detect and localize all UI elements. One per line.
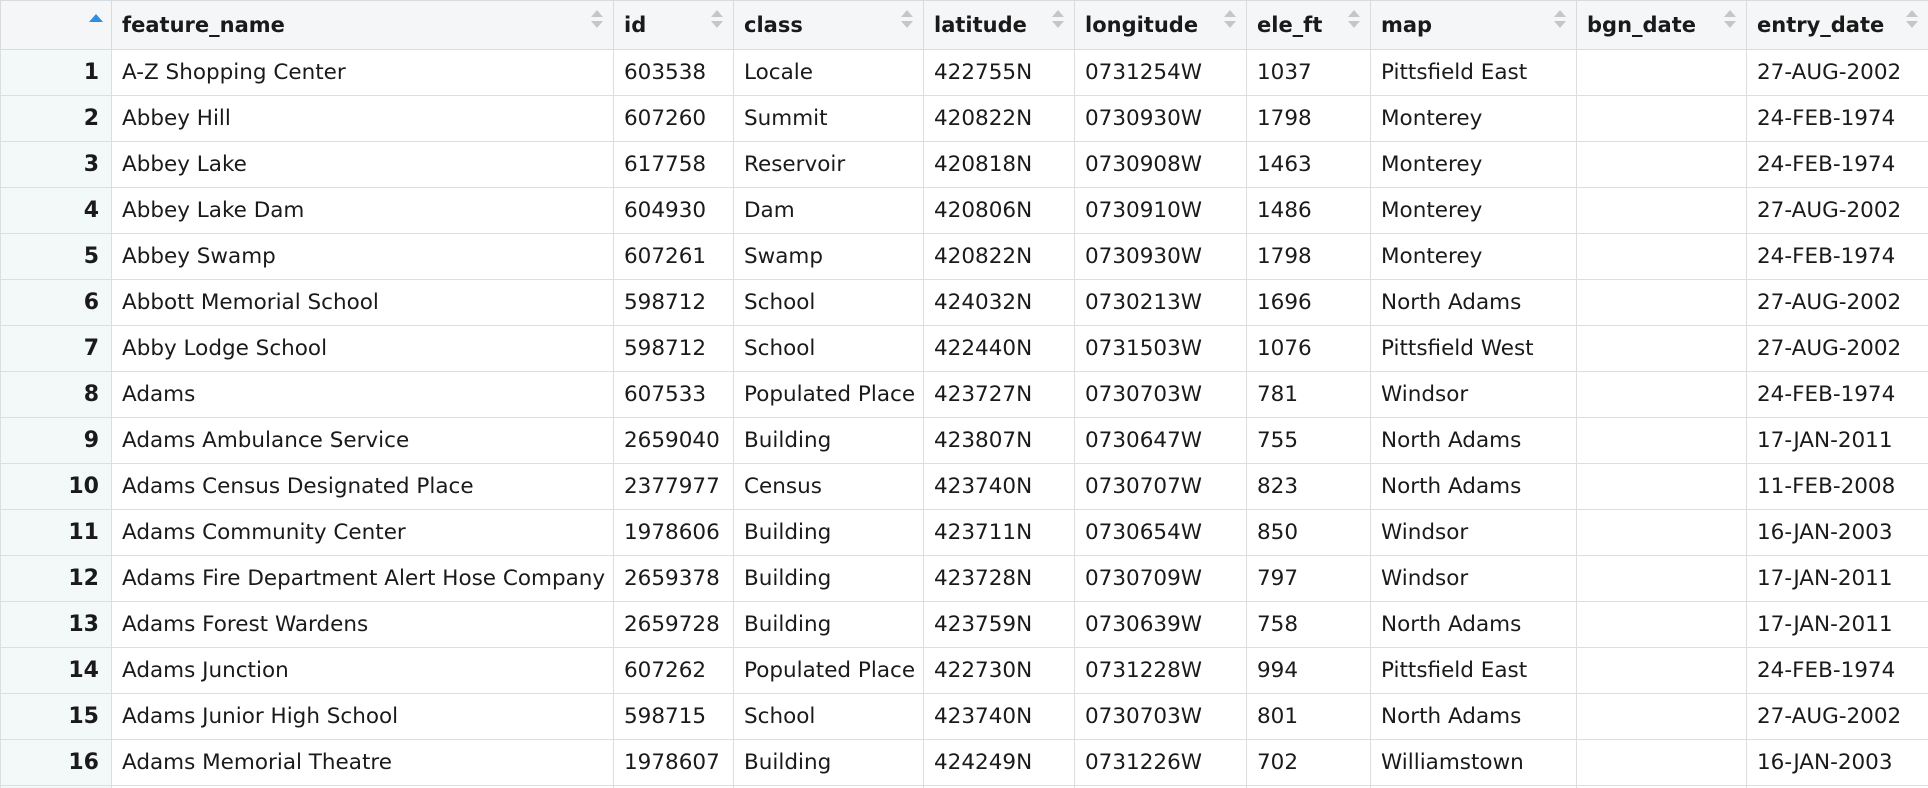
cell-bgn-date — [1577, 188, 1747, 234]
cell-longitude: 0730707W — [1075, 464, 1247, 510]
cell-longitude: 0730647W — [1075, 418, 1247, 464]
cell-id: 603538 — [614, 50, 734, 96]
cell-bgn-date — [1577, 372, 1747, 418]
cell-bgn-date — [1577, 96, 1747, 142]
column-header-latitude[interactable] — [924, 1, 1075, 50]
cell-entry-date: 17-JAN-2011 — [1747, 556, 1928, 602]
row-number-cell: 3 — [1, 142, 112, 188]
table-row[interactable] — [1, 372, 1928, 418]
cell-class: Building — [734, 418, 924, 464]
row-number-cell: 6 — [1, 280, 112, 326]
cell-ele-ft: 797 — [1247, 556, 1371, 602]
cell-feature-name: Adams Forest Wardens — [112, 602, 614, 648]
cell-feature-name: Adams — [112, 372, 614, 418]
sort-arrows-icon — [1554, 10, 1566, 30]
cell-class: Locale — [734, 50, 924, 96]
cell-longitude: 0731254W — [1075, 50, 1247, 96]
cell-id: 2659040 — [614, 418, 734, 464]
cell-ele-ft: 758 — [1247, 602, 1371, 648]
cell-entry-date: 24-FEB-1974 — [1747, 96, 1928, 142]
table-row[interactable] — [1, 280, 1928, 326]
row-number-cell: 15 — [1, 694, 112, 740]
cell-feature-name: Abbey Hill — [112, 96, 614, 142]
cell-entry-date: 17-JAN-2011 — [1747, 418, 1928, 464]
row-number-cell: 12 — [1, 556, 112, 602]
cell-entry-date: 11-FEB-2008 — [1747, 464, 1928, 510]
table-header — [1, 1, 1928, 50]
row-number-cell: 11 — [1, 510, 112, 556]
cell-map: North Adams — [1371, 418, 1577, 464]
cell-feature-name: Abbey Lake Dam — [112, 188, 614, 234]
cell-feature-name: A-Z Shopping Center — [112, 50, 614, 96]
row-number-header[interactable] — [1, 1, 112, 50]
cell-longitude: 0730639W — [1075, 602, 1247, 648]
row-number-cell: 5 — [1, 234, 112, 280]
cell-id: 598712 — [614, 326, 734, 372]
table-row[interactable] — [1, 96, 1928, 142]
cell-latitude: 423740N — [924, 464, 1075, 510]
cell-id: 2659728 — [614, 602, 734, 648]
table-row[interactable] — [1, 556, 1928, 602]
cell-latitude: 422440N — [924, 326, 1075, 372]
cell-class: School — [734, 694, 924, 740]
cell-latitude: 423727N — [924, 372, 1075, 418]
cell-entry-date: 24-FEB-1974 — [1747, 234, 1928, 280]
cell-map: Monterey — [1371, 188, 1577, 234]
cell-longitude: 0730703W — [1075, 372, 1247, 418]
sort-arrows-icon — [1906, 10, 1918, 30]
cell-latitude: 420822N — [924, 96, 1075, 142]
cell-ele-ft: 1696 — [1247, 280, 1371, 326]
cell-id: 598712 — [614, 280, 734, 326]
cell-longitude: 0731226W — [1075, 740, 1247, 786]
table-row[interactable] — [1, 188, 1928, 234]
row-number-cell: 2 — [1, 96, 112, 142]
cell-latitude: 422730N — [924, 648, 1075, 694]
column-header-label: ele_ft — [1257, 13, 1323, 37]
cell-entry-date: 16-JAN-2003 — [1747, 510, 1928, 556]
table-row[interactable] — [1, 418, 1928, 464]
cell-map: North Adams — [1371, 602, 1577, 648]
column-header-label: class — [744, 13, 803, 37]
cell-entry-date: 17-JAN-2011 — [1747, 602, 1928, 648]
row-number-cell: 13 — [1, 602, 112, 648]
cell-id: 607261 — [614, 234, 734, 280]
cell-bgn-date — [1577, 142, 1747, 188]
cell-entry-date: 27-AUG-2002 — [1747, 694, 1928, 740]
cell-ele-ft: 850 — [1247, 510, 1371, 556]
cell-latitude: 420822N — [924, 234, 1075, 280]
cell-longitude: 0730908W — [1075, 142, 1247, 188]
column-header-label: latitude — [934, 13, 1027, 37]
table-row[interactable] — [1, 142, 1928, 188]
cell-id: 604930 — [614, 188, 734, 234]
cell-bgn-date — [1577, 556, 1747, 602]
cell-id: 1978607 — [614, 740, 734, 786]
cell-map: North Adams — [1371, 464, 1577, 510]
cell-feature-name: Abby Lodge School — [112, 326, 614, 372]
cell-bgn-date — [1577, 234, 1747, 280]
cell-bgn-date — [1577, 326, 1747, 372]
cell-ele-ft: 702 — [1247, 740, 1371, 786]
cell-entry-date: 24-FEB-1974 — [1747, 372, 1928, 418]
cell-latitude: 423807N — [924, 418, 1075, 464]
cell-feature-name: Adams Ambulance Service — [112, 418, 614, 464]
cell-class: Building — [734, 602, 924, 648]
row-number-cell: 1 — [1, 50, 112, 96]
cell-bgn-date — [1577, 50, 1747, 96]
column-header-label: map — [1381, 13, 1433, 37]
column-header-entry-date[interactable] — [1747, 1, 1928, 50]
cell-bgn-date — [1577, 648, 1747, 694]
cell-ele-ft: 1037 — [1247, 50, 1371, 96]
cell-ele-ft: 755 — [1247, 418, 1371, 464]
row-number-cell: 4 — [1, 188, 112, 234]
cell-map: North Adams — [1371, 280, 1577, 326]
cell-map: Monterey — [1371, 142, 1577, 188]
cell-class: Populated Place — [734, 648, 924, 694]
cell-id: 2659378 — [614, 556, 734, 602]
cell-entry-date: 24-FEB-1974 — [1747, 648, 1928, 694]
table-row[interactable] — [1, 326, 1928, 372]
table-row[interactable] — [1, 602, 1928, 648]
sort-arrows-icon — [901, 10, 913, 30]
table-row[interactable] — [1, 510, 1928, 556]
cell-longitude: 0731503W — [1075, 326, 1247, 372]
cell-map: Pittsfield East — [1371, 648, 1577, 694]
cell-latitude: 423740N — [924, 694, 1075, 740]
cell-id: 598715 — [614, 694, 734, 740]
column-header-label: bgn_date — [1587, 13, 1696, 37]
cell-ele-ft: 1798 — [1247, 234, 1371, 280]
cell-entry-date: 16-JAN-2003 — [1747, 740, 1928, 786]
cell-class: Swamp — [734, 234, 924, 280]
column-header-bgn-date[interactable] — [1577, 1, 1747, 50]
row-number-cell: 9 — [1, 418, 112, 464]
cell-entry-date: 27-AUG-2002 — [1747, 50, 1928, 96]
cell-class: Building — [734, 556, 924, 602]
cell-bgn-date — [1577, 740, 1747, 786]
header-row — [1, 1, 1928, 50]
cell-id: 607262 — [614, 648, 734, 694]
column-header-map[interactable] — [1371, 1, 1577, 50]
column-header-ele-ft[interactable] — [1247, 1, 1371, 50]
cell-ele-ft: 781 — [1247, 372, 1371, 418]
cell-id: 1978606 — [614, 510, 734, 556]
column-header-label: id — [624, 13, 647, 37]
cell-map: North Adams — [1371, 694, 1577, 740]
cell-feature-name: Abbey Swamp — [112, 234, 614, 280]
cell-bgn-date — [1577, 602, 1747, 648]
cell-latitude: 423711N — [924, 510, 1075, 556]
sort-arrows-icon — [711, 10, 723, 30]
cell-longitude: 0730703W — [1075, 694, 1247, 740]
cell-entry-date: 27-AUG-2002 — [1747, 326, 1928, 372]
sort-arrows-icon — [1052, 10, 1064, 30]
column-header-label: feature_name — [122, 13, 285, 37]
column-header-label: longitude — [1085, 13, 1199, 37]
cell-map: Monterey — [1371, 234, 1577, 280]
cell-feature-name: Abbey Lake — [112, 142, 614, 188]
cell-id: 607533 — [614, 372, 734, 418]
cell-feature-name: Adams Fire Department Alert Hose Company — [112, 556, 614, 602]
column-header-feature-name[interactable] — [112, 1, 614, 50]
cell-id: 2377977 — [614, 464, 734, 510]
cell-entry-date: 24-FEB-1974 — [1747, 142, 1928, 188]
table-row[interactable] — [1, 50, 1928, 96]
cell-latitude: 420806N — [924, 188, 1075, 234]
cell-ele-ft: 801 — [1247, 694, 1371, 740]
cell-latitude: 424249N — [924, 740, 1075, 786]
column-header-id[interactable] — [614, 1, 734, 50]
column-header-longitude[interactable] — [1075, 1, 1247, 50]
row-number-cell: 14 — [1, 648, 112, 694]
cell-bgn-date — [1577, 418, 1747, 464]
column-header-class[interactable] — [734, 1, 924, 50]
cell-latitude: 424032N — [924, 280, 1075, 326]
cell-longitude: 0730910W — [1075, 188, 1247, 234]
cell-feature-name: Adams Junction — [112, 648, 614, 694]
column-header-label: entry_date — [1757, 13, 1885, 37]
cell-class: Summit — [734, 96, 924, 142]
cell-feature-name: Abbott Memorial School — [112, 280, 614, 326]
sort-ascending-icon — [89, 14, 103, 22]
table-row[interactable] — [1, 648, 1928, 694]
cell-feature-name: Adams Community Center — [112, 510, 614, 556]
cell-ele-ft: 1798 — [1247, 96, 1371, 142]
sort-arrows-icon — [1724, 10, 1736, 30]
cell-map: Pittsfield West — [1371, 326, 1577, 372]
sort-arrows-icon — [591, 10, 603, 30]
table-row[interactable] — [1, 234, 1928, 280]
cell-class: Building — [734, 740, 924, 786]
cell-entry-date: 27-AUG-2002 — [1747, 188, 1928, 234]
row-number-cell: 10 — [1, 464, 112, 510]
row-number-cell: 8 — [1, 372, 112, 418]
sort-arrows-icon — [1348, 10, 1360, 30]
cell-class: Dam — [734, 188, 924, 234]
cell-latitude: 423728N — [924, 556, 1075, 602]
cell-ele-ft: 994 — [1247, 648, 1371, 694]
cell-latitude: 420818N — [924, 142, 1075, 188]
cell-id: 607260 — [614, 96, 734, 142]
cell-class: Reservoir — [734, 142, 924, 188]
cell-longitude: 0730930W — [1075, 234, 1247, 280]
table-body — [1, 50, 1928, 788]
cell-longitude: 0730930W — [1075, 96, 1247, 142]
cell-feature-name: Adams Memorial Theatre — [112, 740, 614, 786]
cell-longitude: 0730709W — [1075, 556, 1247, 602]
cell-bgn-date — [1577, 510, 1747, 556]
cell-latitude: 423759N — [924, 602, 1075, 648]
cell-latitude: 422755N — [924, 50, 1075, 96]
sort-arrows-icon — [1224, 10, 1236, 30]
cell-longitude: 0730213W — [1075, 280, 1247, 326]
cell-map: Pittsfield East — [1371, 50, 1577, 96]
cell-class: School — [734, 280, 924, 326]
cell-class: School — [734, 326, 924, 372]
cell-entry-date: 27-AUG-2002 — [1747, 280, 1928, 326]
cell-ele-ft: 823 — [1247, 464, 1371, 510]
cell-id: 617758 — [614, 142, 734, 188]
table-row[interactable] — [1, 464, 1928, 510]
cell-ele-ft: 1463 — [1247, 142, 1371, 188]
cell-feature-name: Adams Census Designated Place — [112, 464, 614, 510]
cell-class: Building — [734, 510, 924, 556]
cell-ele-ft: 1486 — [1247, 188, 1371, 234]
row-number-cell: 7 — [1, 326, 112, 372]
cell-class: Census — [734, 464, 924, 510]
cell-map: Windsor — [1371, 510, 1577, 556]
row-number-cell: 16 — [1, 740, 112, 786]
table-row[interactable] — [1, 694, 1928, 740]
cell-map: Windsor — [1371, 372, 1577, 418]
cell-bgn-date — [1577, 694, 1747, 740]
cell-longitude: 0730654W — [1075, 510, 1247, 556]
cell-map: Monterey — [1371, 96, 1577, 142]
cell-feature-name: Adams Junior High School — [112, 694, 614, 740]
table-row[interactable] — [1, 740, 1928, 786]
cell-bgn-date — [1577, 280, 1747, 326]
cell-longitude: 0731228W — [1075, 648, 1247, 694]
cell-ele-ft: 1076 — [1247, 326, 1371, 372]
cell-bgn-date — [1577, 464, 1747, 510]
cell-map: Williamstown — [1371, 740, 1577, 786]
cell-class: Populated Place — [734, 372, 924, 418]
cell-map: Windsor — [1371, 556, 1577, 602]
